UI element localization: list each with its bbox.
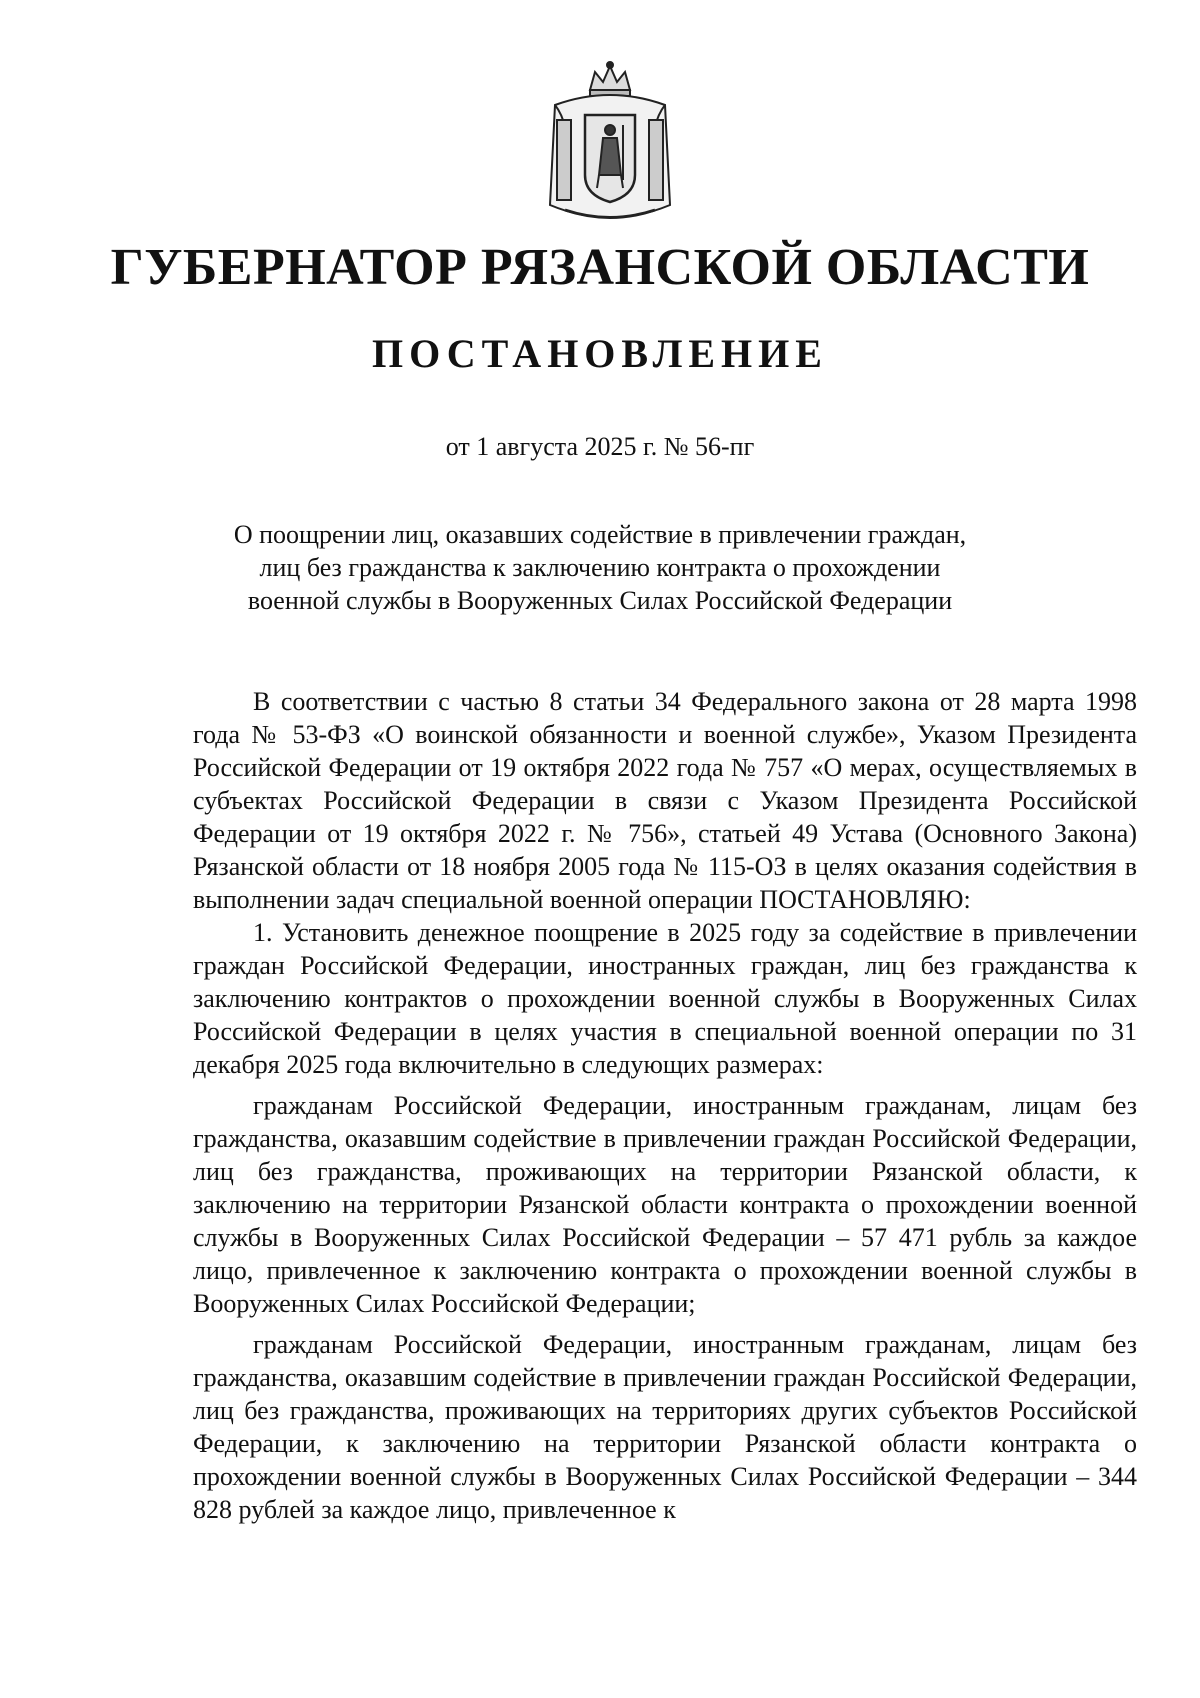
body-paragraph: В соответствии с частью 8 статьи 34 Федерального закона от 28 марта 1998 года № 53-ФЗ «О воинской обязанности и военной службе», Указом Президента Российской Федерации от 19 октября 2022 года № 757 «О мерах, осуществляемых в субъектах Российской Федерации в связи с Указом Президента Российской Федерации от 19 октября 2022 г. № 756», статьей 49 Устава (Основного Закона) Рязанской области от 18 ноября 2005 года № 115-ОЗ в целях оказания содействия в выполнении задач специальной военной операции ПОСТАНОВЛЯЮ: — [193, 687, 1137, 914]
subject-line: лиц без гражданства к заключению контракта о прохождении — [259, 553, 941, 582]
body-paragraph: гражданам Российской Федерации, иностранным гражданам, лицам без гражданства, оказавшим содействие в привлечении граждан Российской Федерации, лиц без гражданства, проживающих на территориях других субъектов Российской Федерации, к заключению на территории Рязанской области контракта о прохождении военной службы в Вооруженных Силах Российской Федерации – 344 828 рублей за каждое лицо, привлеченное к — [193, 1330, 1137, 1524]
document-type: ПОСТАНОВЛЕНИЕ — [372, 331, 828, 376]
document-body — [193, 685, 1137, 1526]
document-date-number: от 1 августа 2025 г. № 56-пг — [445, 432, 755, 461]
body-paragraph: 1. Установить денежное поощрение в 2025 году за содействие в привлечении граждан Российской Федерации, иностранных граждан, лиц без гражданства к заключению контрактов о прохождении военной службы в Вооруженных Силах Российской Федерации в целях участия в специальной военной операции по 31 декабря 2025 года включительно в следующих размерах: — [193, 918, 1137, 1079]
body-paragraph: гражданам Российской Федерации, иностранным гражданам, лицам без гражданства, оказавшим содействие в привлечении граждан Российской Федерации, лиц без гражданства, проживающих на территории Рязанской области, к заключению на территории Рязанской области контракта о прохождении военной службы в Вооруженных Силах Российской Федерации – 57 471 рубль за каждое лицо, привлеченное к заключению контракта о прохождении военной службы в Вооруженных Силах Российской Федерации; — [193, 1091, 1137, 1318]
authority-title: ГУБЕРНАТОР РЯЗАНСКОЙ ОБЛАСТИ — [110, 239, 1090, 296]
subject-line: военной службы в Вооруженных Силах Российской Федерации — [247, 586, 953, 615]
subject-line: О поощрении лиц, оказавших содействие в привлечении граждан, — [233, 520, 967, 549]
ryazan-coat-of-arms-emblem — [535, 60, 685, 230]
document-subject — [200, 518, 1000, 617]
